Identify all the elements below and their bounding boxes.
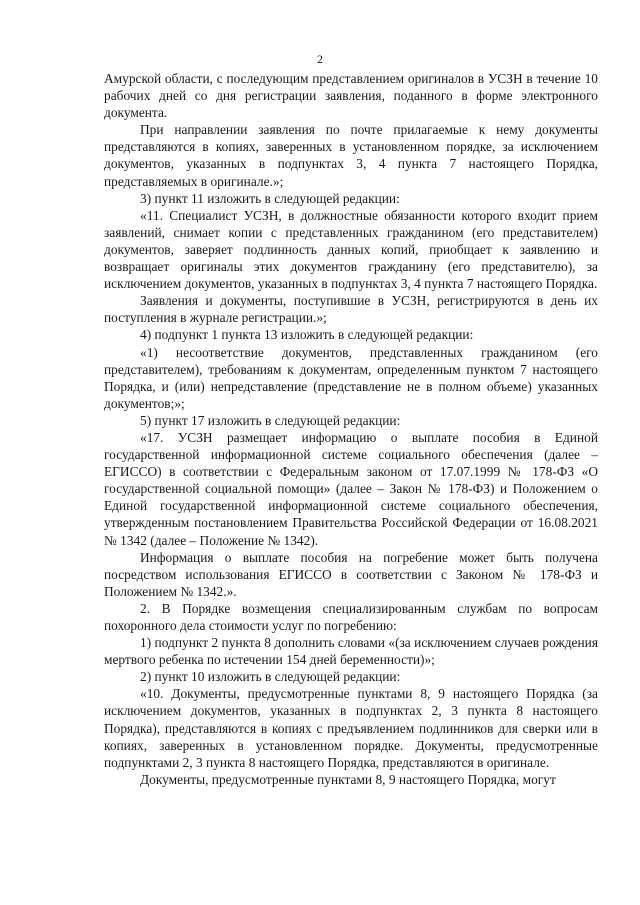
- page-number: 2: [317, 52, 323, 66]
- paragraph: 2) пункт 10 изложить в следующей редакции:: [140, 669, 401, 685]
- paragraph: Заявления и документы, поступившие в УСЗН, регистрируются в день их поступления в журнале регистрации.»;: [104, 293, 598, 326]
- paragraph: 3) пункт 11 изложить в следующей редакции:: [140, 190, 400, 206]
- paragraph: Документы, предусмотренные пунктами 8, 9 настоящего Порядка, могут: [140, 771, 556, 787]
- paragraph: Амурской области, с последующим представлением оригиналов в УСЗН в течение 10 рабочих дней со дня регистрации заявления, поданного в форме электронного документа.: [104, 71, 598, 121]
- paragraph: «11. Специалист УСЗН, в должностные обязанности которого входит прием заявлений, снимает копии с представленных гражданином (его представителем) документов, заверяет подлинность данных копий, приобщает к заявлению и возвращает оригиналы этих документов гражданину (его представителю), за исключением документов, указанных в подпунктах 3, 4 пункта 7 настоящего Порядка.: [104, 207, 598, 292]
- paragraph: 5) пункт 17 изложить в следующей редакции:: [140, 412, 401, 428]
- paragraph: При направлении заявления по почте прилагаемые к нему документы представляются в копиях, заверенных в установленном порядке, за исключением документов, указанных в подпунктах 3, 4 пункта 7 настоящего Порядка, представляемых в оригинале.»;: [104, 122, 598, 189]
- paragraph: 4) подпункт 1 пункта 13 изложить в следующей редакции:: [140, 327, 474, 343]
- paragraph: «1) несоответствие документов, представленных гражданином (его представителем), требованиям к документам, определенным пунктом 7 настоящего Порядка, и (или) непредставление (представление не в полном объеме) указанных документов;»;: [104, 344, 598, 411]
- paragraph: «17. УСЗН размещает информацию о выплате пособия в Единой государственной информационной системе социального обеспечения (далее – ЕГИССО) в соответствии с Федеральным законом от 17.07.1999 № 178-ФЗ «О государственной социальной помощи» (далее – Закон № 178-ФЗ) и Положением о Единой государственной информационной системе социального обеспечения, утвержденным постановлением Правительства Российской Федерации от 16.08.2021 № 1342 (далее – Положение № 1342).: [104, 429, 598, 548]
- paragraph: Информация о выплате пособия на погребение может быть получена посредством использования ЕГИССО в соответствии с Законом № 178-ФЗ и Положением № 1342.».: [104, 549, 598, 599]
- paragraph: 2. В Порядке возмещения специализированным службам по вопросам похоронного дела стоимости услуг по погребению:: [104, 600, 598, 633]
- paragraph: 1) подпункт 2 пункта 8 дополнить словами «(за исключением случаев рождения мертвого ребенка по истечении 154 дней беременности)»;: [104, 635, 598, 668]
- paragraph: «10. Документы, предусмотренные пунктами 8, 9 настоящего Порядка (за исключением документов, указанных в подпунктах 2, 3 пункта 8 настоящего Порядка), представляются в копиях с предъявлением подлинников для сверки или в копиях, заверенных в установленном порядке. Документы, предусмотренные подпунктами 2, 3 пункта 8 настоящего Порядка, представляются в оригинале.: [104, 686, 598, 770]
